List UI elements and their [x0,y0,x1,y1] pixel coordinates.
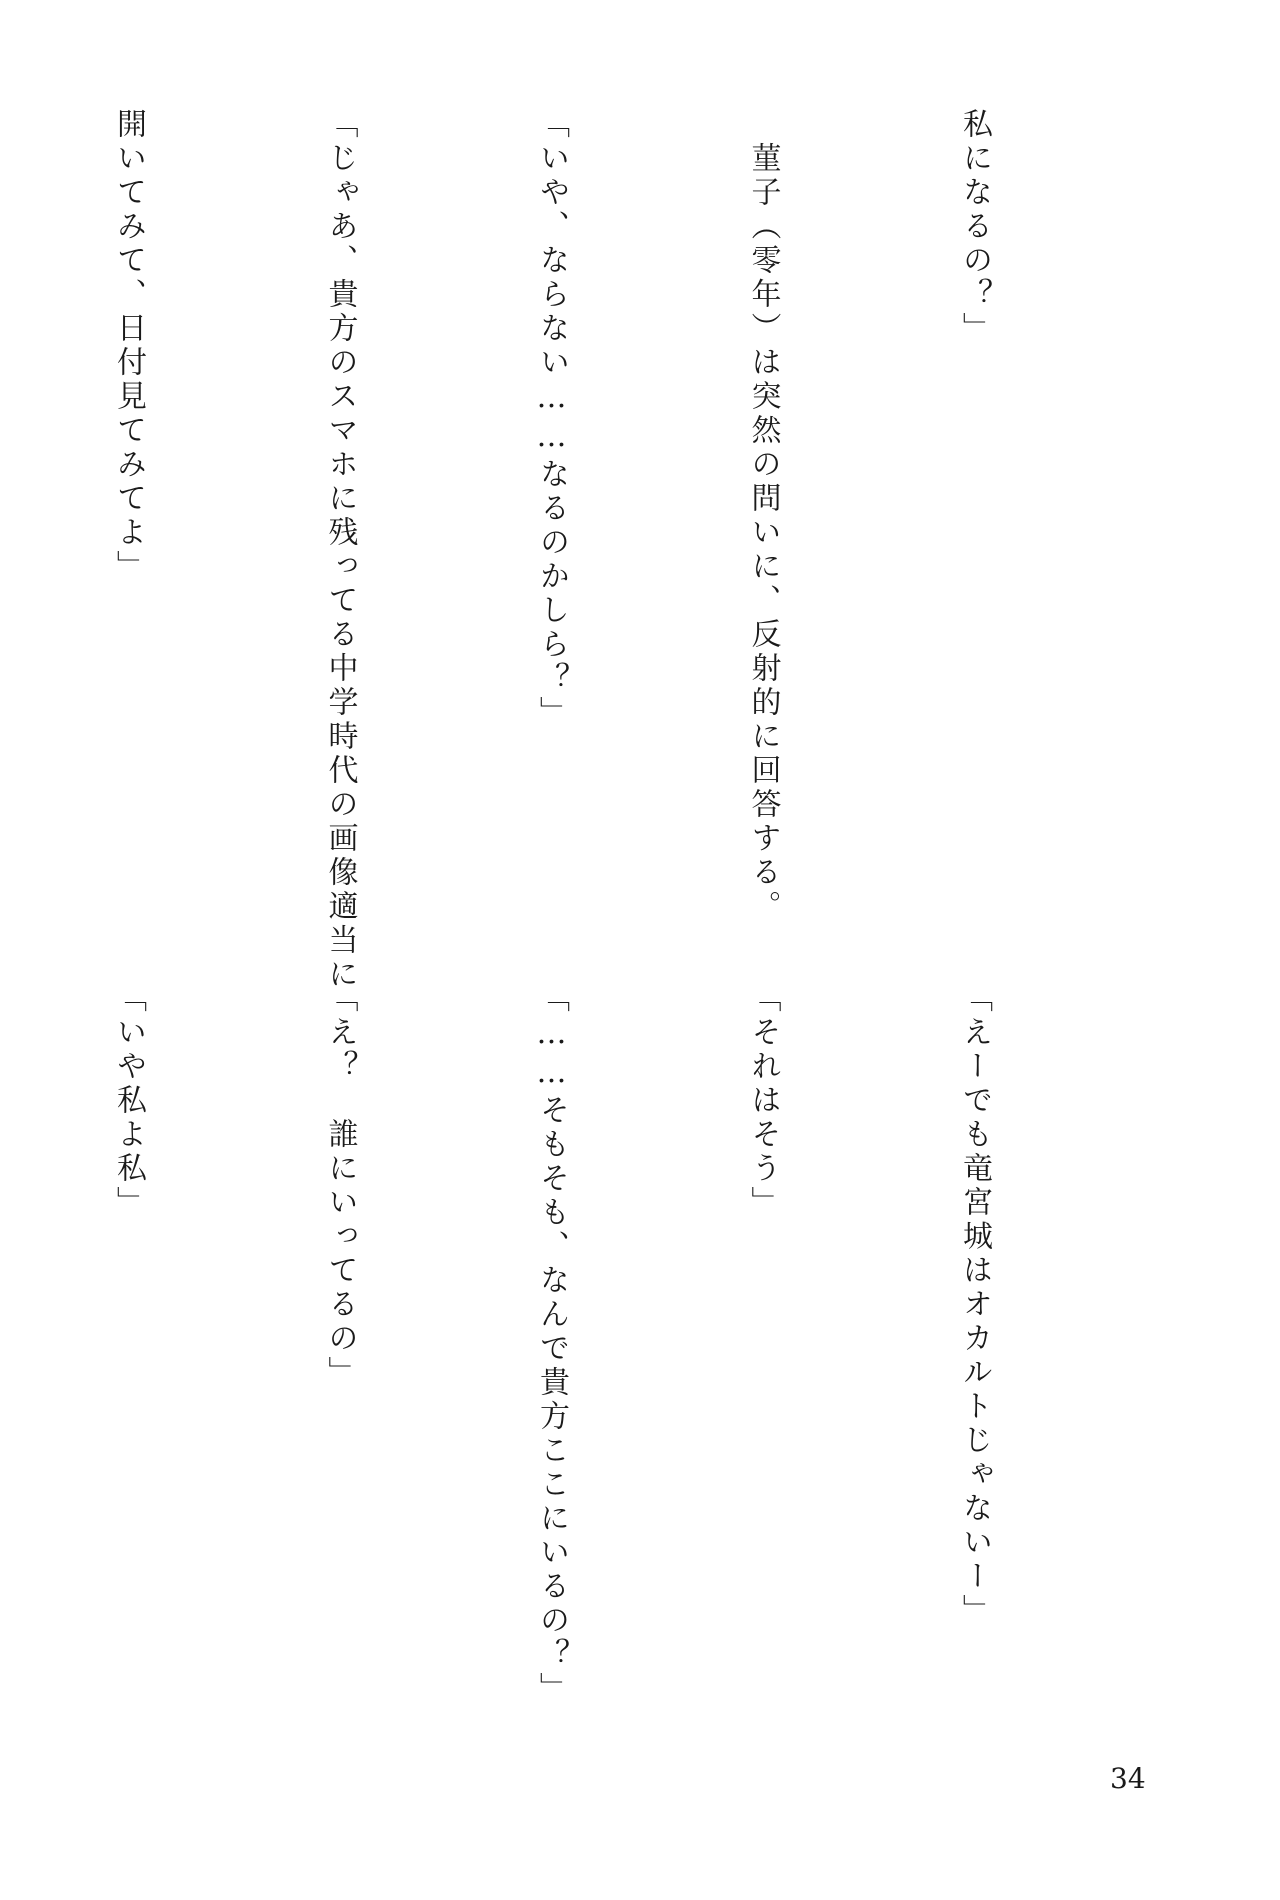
page-number: 34 [1110,1762,1146,1795]
text-line: 菫子（零年）は突然の問いに、反射的に回答する。 [745,108,781,924]
text-line: 「それはそう」 [745,982,781,1220]
lower-text-block [0,982,1150,1782]
text-line: 「え？ 誰にいってるの」 [322,982,358,1390]
upper-text-block [0,108,1150,992]
text-line: 「いや私よ私」 [111,982,146,1220]
text-line: 「えーでも竜宮城はオカルトじゃないー」 [957,982,992,1628]
text-line: 「じゃあ、貴方のスマホに残ってる中学時代の画像適当に [322,108,358,992]
text-line: 「……そもそも、なんで貴方ここにいるの？」 [534,982,569,1706]
text-line: 私になるの？」 [957,108,992,346]
text-line: 開いてみて、日付見てみてよ」 [111,108,146,584]
text-line: 「いや、ならない……なるのかしら？」 [534,108,569,730]
